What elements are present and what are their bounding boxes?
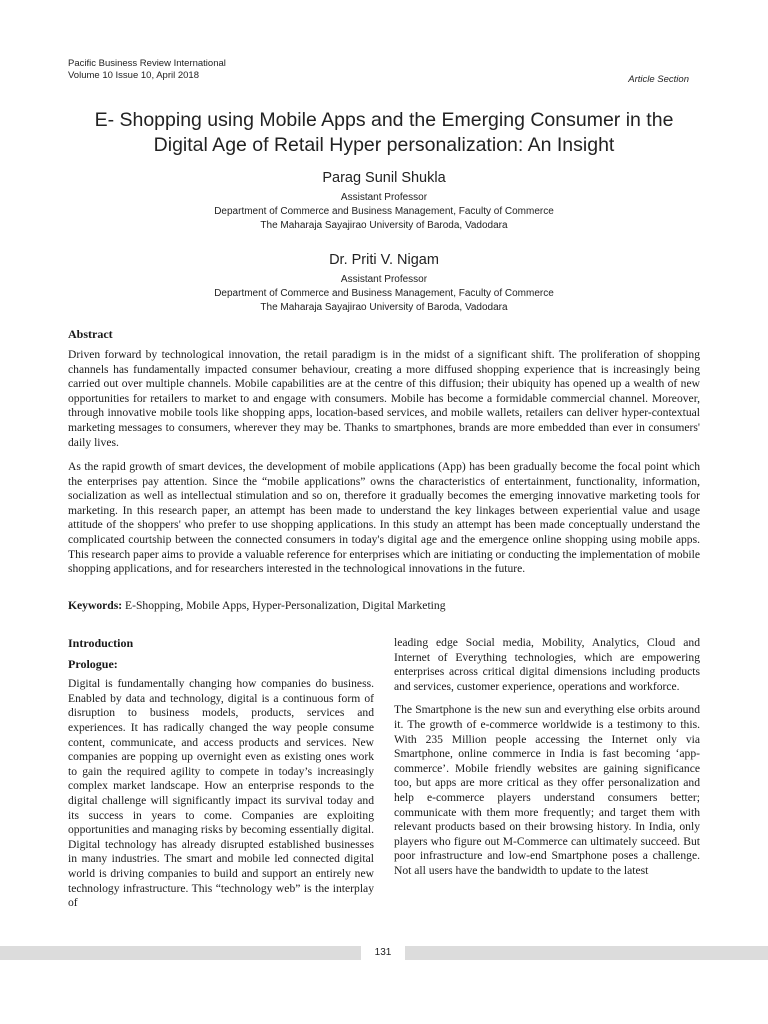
journal-issue: Volume 10 Issue 10, April 2018: [68, 70, 199, 81]
footer-bar-right: [405, 946, 768, 960]
author-department: Department of Commerce and Business Management, Faculty of Commerce: [214, 206, 554, 217]
keywords-text: E-Shopping, Mobile Apps, Hyper-Personalization, Digital Marketing: [122, 599, 446, 612]
right-column-paragraph-2: The Smartphone is the new sun and everything else orbits around it. The growth of e-commerce worldwide is a testimony to this. With 235 Million people accessing the Internet only via Smartphone, online commerce in India is fast becoming ‘app-commerce’. Mobile friendly websites are gaining significance too, but apps are more critical as they offer personalization and help e-commerce players understand consumers better; communicate with them more frequently; and target them with relevant products based on their browsing history. In India, only players who figure out M-Commerce can ultimately succeed. But poor infrastructure and low-end Smartphone poses a challenge. Not all users have the bandwidth to update to the latest: [394, 703, 700, 877]
right-column-paragraph-1: leading edge Social media, Mobility, Analytics, Cloud and Internet of Everything technologies, which are empowering enterprises across critical digital dimensions including products and services, customer experience, operations and workforce.: [394, 636, 700, 693]
author-block-2: [60, 250, 708, 315]
journal-name: Pacific Business Review International: [68, 58, 226, 69]
paper-title: [60, 108, 708, 158]
article-section-label: Article Section: [628, 74, 689, 85]
introduction-heading: Introduction: [68, 636, 134, 650]
author-university: The Maharaja Sayajirao University of Baroda, Vadodara: [260, 220, 508, 231]
author-name: Parag Sunil Shukla: [322, 170, 446, 186]
keywords-line: [68, 599, 700, 614]
author-name: Dr. Priti V. Nigam: [329, 252, 439, 268]
journal-header: [68, 58, 226, 82]
footer-bar-left: [0, 946, 361, 960]
author-university: The Maharaja Sayajirao University of Baroda, Vadodara: [260, 302, 508, 313]
abstract-heading: Abstract: [68, 327, 113, 341]
author-position: Assistant Professor: [340, 192, 428, 203]
keywords-label: Keywords:: [68, 599, 123, 612]
right-column: [394, 636, 700, 879]
author-block-1: [60, 168, 708, 233]
page-number: 131: [374, 947, 392, 958]
title-line-1: E- Shopping using Mobile Apps and the Emerging Consumer in the: [94, 109, 674, 131]
title-line-2: Digital Age of Retail Hyper personalization: An Insight: [153, 134, 615, 156]
author-department: Department of Commerce and Business Management, Faculty of Commerce: [214, 288, 554, 299]
left-column-paragraph: Digital is fundamentally changing how companies do business. Enabled by data and technology, digital is a continuous form of disruption to business models, products, services and experiences. It has radically changed the way people consume content, communicate, and access products and services. New companies are popping up overnight even as existing ones work to gain the required agility to compete in today’s increasingly complex market landscape. How an enterprise responds to the digital challenge will significantly impact its survival today and its success in years to come. Companies are exploiting opportunities and managing risks by becoming essentially digital. Digital technology has already disrupted established businesses in many industries. The smart and mobile led connected digital world is driving companies to build and support an entirely new technology infrastructure. This “technology web” is the interplay of: [68, 677, 374, 910]
left-column: [68, 636, 374, 911]
author-position: Assistant Professor: [340, 274, 428, 285]
abstract-paragraph-1: [68, 348, 700, 450]
abstract-text-1: Driven forward by technological innovation, the retail paradigm is in the midst of a significant shift. The proliferation of shopping channels has fundamentally impacted consumer behaviour, creating a more diffused shopping experience that is increasingly being carried out over multiple channels. Mobile capabilities are at the centre of this diffusion; their ubiquity has opened up a wealth of new opportunities for retailers to market to and engage with consumers. Mobile has become a formidable commercial channel. Moreover, through innovative mobile tools like shopping apps, location-based services, and mobile wallets, retailers can deliver hyper-contextual marketing messages to consumers, wherever they may be. Thanks to smartphones, brands are more embedded than ever in consumers' daily lives.: [68, 348, 700, 449]
abstract-text-2: As the rapid growth of smart devices, the development of mobile applications (App) has been gradually become the focal point which the enterprises pay attention. Since the “mobile applications” owns the characteristics of entertainment, functionality, information, socialization as well as intellectual stimulation and so on, therefore it gradually becomes the emerging innovative marketing tools for marketing. In this research paper, an attempt has been made to understand the key linkages between experiential value and usage attitude of the shoppers' who prefer to use shopping applications. In this study an attempt has been made conceptually understand the complicated courtship between the connected consumers in today's digital age and the emergence online shopping using mobile apps. This research paper aims to provide a valuable reference for enterprises which are initiating or conducting the implementation of mobile shopping applications, and for researchers interested in the technological innovations in the future.: [68, 460, 700, 576]
prologue-heading: Prologue:: [68, 656, 118, 671]
abstract-paragraph-2: [68, 460, 700, 577]
